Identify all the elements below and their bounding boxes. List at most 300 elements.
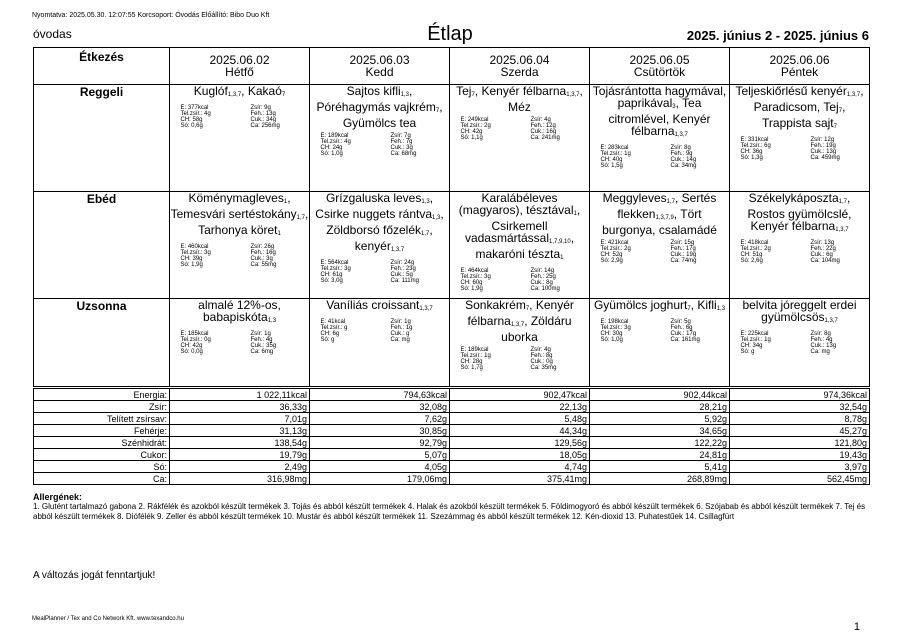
nutrition-value: Tel.zsír.: 2g — [460, 123, 491, 129]
menu-cell — [170, 192, 310, 299]
dish-name: , Kenyér félbarna — [474, 84, 567, 98]
nutrition-value: Cuk.: 14g — [670, 157, 697, 163]
dish-name: Gyümölcs joghurt — [593, 298, 688, 312]
nutrition-value: Só: g — [740, 349, 755, 355]
dish-name: , Tarhonya köret — [198, 207, 309, 237]
dish-name: , Kifli — [690, 298, 717, 312]
allergen-codes: 7 — [281, 92, 286, 98]
nutrition-value: Só: 0,0g — [180, 349, 203, 355]
day-header — [170, 48, 310, 85]
nutrition-value: Feh.: 12g — [530, 123, 556, 129]
summary-value: 5,48g — [450, 413, 590, 425]
summary-label: Ca: — [34, 473, 170, 485]
dish-text — [310, 299, 449, 315]
summary-value: 7,62g — [310, 413, 450, 425]
allergen-codes: 1,3,7 — [846, 92, 861, 98]
nutrition-value: Zsír: 24g — [390, 260, 415, 266]
nutrition-value: Só: 1,3g — [740, 155, 763, 161]
day-name: Szerda — [500, 65, 539, 79]
summary-value: 19,43g — [730, 449, 870, 461]
nutrition-value: Cuk.: 16g — [530, 129, 557, 135]
nutrition-value: Cuk.: 13g — [810, 343, 837, 349]
nutrition-info — [310, 260, 449, 284]
nutrition-value: Cuk.: 3g — [390, 145, 413, 151]
nutrition-value: Tel.zsír.: 1g — [600, 151, 631, 157]
day-date: 2025.06.02 — [209, 53, 270, 67]
nutrition-value: Feh.: 8g — [530, 353, 553, 359]
nutrition-value: E: 464kcal — [460, 268, 489, 274]
nutrition-value: Feh.: 6g — [670, 325, 693, 331]
nutrition-value: Zsír: 12g — [810, 137, 835, 143]
summary-value: 18,05g — [450, 449, 590, 461]
nutrition-info — [170, 244, 309, 268]
allergen-codes: 1,3,7 — [390, 247, 405, 253]
dish-name: , Méz — [508, 84, 583, 114]
nutrition-value: E: 249kcal — [460, 117, 489, 123]
allergen-codes: 1 — [573, 211, 577, 217]
summary-row — [34, 437, 870, 449]
nutrition-value: Só: 1,0g — [600, 337, 623, 343]
nutrition-value: E: 283kcal — [600, 145, 629, 151]
allergen-codes: 7 — [471, 92, 475, 98]
nutrition-value: Só: 0,6g — [180, 123, 203, 129]
nutrition-info — [310, 319, 449, 343]
nutrition-value: CH: 28g — [460, 359, 483, 365]
meal-row — [34, 192, 870, 299]
nutrition-value: Tel.zsír.: 4g — [320, 139, 351, 145]
dish-name: , kenyér — [354, 223, 433, 253]
menu-cell — [450, 299, 590, 387]
dish-name: Tojásrántotta hagymával, paprikával — [592, 84, 727, 110]
nutrition-value: Ca: 68mg — [390, 151, 417, 157]
day-header — [450, 48, 590, 85]
menu-table — [33, 47, 870, 387]
summary-value: 1 022,11kcal — [170, 389, 310, 401]
dish-name: , makaróni tészta — [475, 231, 575, 261]
nutrition-value: Tel.zsír.: g — [320, 325, 348, 331]
nutrition-value: CH: 42g — [180, 343, 203, 349]
summary-row — [34, 389, 870, 401]
nutrition-value: Tel.zsír.: 2g — [740, 246, 771, 252]
nutrition-value: E: 185kcal — [180, 331, 209, 337]
summary-value: 268,89mg — [590, 473, 730, 485]
menu-cell — [450, 192, 590, 299]
summary-value: 92,79g — [310, 437, 450, 449]
nutrition-value: Feh.: 1g — [390, 325, 413, 331]
meal-row — [34, 299, 870, 387]
day-header — [590, 48, 730, 85]
nutrition-value: Cuk.: 34g — [250, 117, 277, 123]
nutrition-value: Cuk.: 8g — [530, 280, 553, 286]
nutrition-value: Tel.zsír.: 1g — [740, 337, 771, 343]
day-header — [310, 48, 450, 85]
dish-name: Sajtos kifli — [346, 84, 401, 98]
nutrition-value: CH: 58g — [180, 117, 203, 123]
nutrition-value: Tel.zsír.: 3g — [320, 266, 351, 272]
nutrition-value: Cuk.: g — [390, 331, 410, 337]
nutrition-value: Ca: 100mg — [530, 286, 560, 292]
allergen-codes: 1,7 — [838, 199, 848, 205]
summary-value: 8,78g — [730, 413, 870, 425]
allergen-list: 1. Glutént tartalmazó gabona 2. Rákfélék és azokból készült termékek 3. Tojás és abból készült termékek 4. Halak és azokból készült termékek 5. Földimogyoró és abból készült termékek 6. Szójabab és abból készült termékek 7. Tej és abból készült termékek 8. Diófélék 9. Zeller és abból készült termékek 10. Mustár és abból készült termékek 11. Szezámmag és abból készült termékek 12. Kén-dioxid 13. Puhatestűek 14. Csillagfürt — [33, 502, 866, 521]
nutrition-value: E: 460kcal — [180, 244, 209, 250]
dish-name: , Kakaó — [241, 84, 282, 98]
menu-cell — [310, 299, 450, 387]
nutrition-value: Feh.: 17g — [670, 246, 696, 252]
dish-name: , Rostos gyümölcslé, Kenyér félbarna — [747, 191, 852, 233]
nutrition-value: Feh.: 7g — [390, 139, 413, 145]
allergen-codes: 1,3 — [400, 92, 410, 98]
nutrition-value: Zsír: 4g — [530, 347, 551, 353]
allergen-codes: 1,3,7 — [419, 306, 433, 312]
nutrition-info — [450, 268, 589, 292]
nutrition-value: Feh.: 16g — [250, 250, 276, 256]
summary-value: 19,79g — [170, 449, 310, 461]
day-name: Kedd — [365, 65, 394, 79]
nutrition-value: CH: 60g — [460, 280, 483, 286]
dish-name: Sonkakrém — [465, 298, 526, 312]
dish-name: , Sertés flekken — [617, 191, 717, 221]
allergen-codes: 7 — [687, 306, 691, 312]
nutrition-value: Zsír: 4g — [530, 117, 551, 123]
dish-name: , Csirkemell vadasmártással — [464, 203, 581, 245]
summary-value: 179,06mg — [310, 473, 450, 485]
summary-value: 30,85g — [310, 425, 450, 437]
nutrition-value: E: 225kcal — [740, 331, 769, 337]
summary-value: 5,92g — [590, 413, 730, 425]
nutrition-value: CH: 39g — [180, 256, 203, 262]
nutrition-value: Só: 3,0g — [320, 278, 343, 284]
allergen-codes: 1,3 — [432, 215, 441, 221]
dish-text — [310, 85, 449, 129]
summary-value: 44,34g — [450, 425, 590, 437]
nutrition-value: CH: 52g — [600, 252, 623, 258]
summary-row — [34, 413, 870, 425]
nutrition-value: CH: 36g — [740, 149, 763, 155]
summary-value: 794,63kcal — [310, 389, 450, 401]
allergen-codes: 1,3 — [267, 318, 277, 324]
nutrition-value: Cuk.: 5g — [390, 272, 413, 278]
summary-value: 5,07g — [310, 449, 450, 461]
summary-value: 22,13g — [450, 401, 590, 413]
dish-name: , Temesvári sertéstokány — [170, 191, 297, 221]
dish-name: , Paradicsom, Tej — [753, 84, 864, 114]
nutrition-value: Só: 1,9g — [460, 286, 483, 292]
menu-cell — [310, 192, 450, 299]
summary-value: 129,56g — [450, 437, 590, 449]
dish-name: , Kenyér félbarna — [467, 298, 574, 328]
allergen-codes: 1,3 — [421, 199, 430, 205]
nutrition-info — [730, 137, 869, 161]
nutrition-value: Só: 1,7g — [460, 365, 483, 371]
dish-name: Székelykáposzta — [748, 191, 839, 205]
summary-row — [34, 473, 870, 485]
nutrition-value: Zsír: 8g — [810, 331, 831, 337]
nutrition-value: Zsír: 5g — [670, 319, 691, 325]
nutrition-value: CH: 42g — [460, 129, 483, 135]
nutrition-value: Tel.zsír.: 4g — [180, 111, 211, 117]
nutrition-value: Cuk.: 17g — [670, 331, 697, 337]
nutrition-value: Ca: 256mg — [250, 123, 280, 129]
meal-column-header: Étkezés — [34, 48, 170, 85]
page-title: Étlap — [427, 23, 473, 45]
nutrition-value: Só: 2,9g — [600, 258, 623, 264]
summary-value: 5,41g — [590, 461, 730, 473]
day-name: Hétfő — [225, 65, 254, 79]
dish-name: belvita jóreggelt erdei gyümölcsös — [742, 298, 857, 324]
nutrition-value: Feh.: 19g — [810, 143, 836, 149]
summary-value: 122,22g — [590, 437, 730, 449]
meal-name: Ebéd — [34, 192, 170, 299]
nutrition-value: CH: 40g — [600, 157, 623, 163]
dish-name: , Póréhagymás vajkrém — [316, 84, 436, 114]
summary-value: 562,45mg — [730, 473, 870, 485]
summary-row — [34, 449, 870, 461]
nutrition-value: E: 377kcal — [180, 105, 209, 111]
menu-cell — [730, 192, 870, 299]
nutrition-value: E: 331kcal — [740, 137, 769, 143]
day-header — [730, 48, 870, 85]
page-number: 1 — [853, 621, 860, 633]
nutrition-value: Cuk.: 13g — [810, 149, 837, 155]
nutrition-value: Zsír: 8g — [670, 145, 691, 151]
nutrition-value: Ca: 241mg — [530, 135, 560, 141]
nutrition-info — [170, 331, 309, 355]
menu-cell — [730, 85, 870, 192]
nutrition-value: Zsír: 13g — [810, 240, 835, 246]
dish-text — [170, 85, 309, 101]
nutrition-value: Cuk.: 3g — [250, 256, 273, 262]
summary-value: 974,36kcal — [730, 389, 870, 401]
nutrition-info — [450, 347, 589, 371]
allergen-codes: 7 — [435, 108, 440, 114]
nutrition-value: Ca: 459mg — [810, 155, 840, 161]
allergen-codes: 1,7,9,10 — [549, 239, 571, 245]
nutrition-value: CH: 24g — [320, 145, 343, 151]
allergen-codes: 1,3 — [716, 306, 726, 312]
nutrition-value: Tel.zsír.: 2g — [600, 246, 631, 252]
allergen-codes: 1,3,7 — [674, 132, 688, 138]
dish-text — [450, 85, 589, 113]
dish-name: Grízgaluska leves — [325, 191, 422, 205]
nutrition-value: Só: 1,9g — [180, 262, 203, 268]
summary-value: 2,49g — [170, 461, 310, 473]
dish-text — [170, 192, 309, 240]
nutrition-info — [590, 319, 729, 343]
summary-value: 45,27g — [730, 425, 870, 437]
allergen-codes: 1,3,7 — [510, 322, 525, 328]
dish-text — [730, 192, 869, 236]
nutrition-value: Ca: 35mg — [530, 365, 557, 371]
nutrition-value: E: 41kcal — [320, 319, 346, 325]
nutrition-value: Cuk.: 35g — [250, 343, 277, 349]
allergen-codes: 1,7 — [296, 215, 306, 221]
nutrition-value: CH: 34g — [740, 343, 763, 349]
nutrition-value: Feh.: 13g — [250, 111, 276, 117]
nutrition-value: E: 198kcal — [600, 319, 629, 325]
nutrition-value: E: 189kcal — [320, 133, 349, 139]
dish-text — [450, 299, 589, 343]
nutrition-value: Zsír: 14g — [530, 268, 555, 274]
dish-name: , Gyümölcs tea — [342, 100, 443, 130]
nutrition-value: Feh.: 9g — [670, 151, 693, 157]
menu-cell — [730, 299, 870, 387]
nutrition-value: CH: 30g — [600, 331, 623, 337]
nutrition-value: Só: 1,1g — [460, 135, 483, 141]
age-group-label: óvodas — [33, 27, 72, 41]
dish-name: Kuglóf — [193, 84, 228, 98]
nutrition-value: Ca: 6mg — [250, 349, 274, 355]
nutrition-value: Cuk.: 0g — [530, 359, 553, 365]
summary-value: 7,01g — [170, 413, 310, 425]
allergen-codes: 1,3,7,9 — [655, 215, 674, 221]
menu-cell — [590, 299, 730, 387]
dish-name: Meggyleves — [602, 191, 667, 205]
allergen-codes: 1,3,7 — [566, 92, 580, 98]
dish-text — [590, 85, 729, 141]
dish-name: Teljeskiőrlésű kenyér — [735, 84, 847, 98]
nutrition-value: CH: 61g — [320, 272, 343, 278]
nutrition-info — [730, 331, 869, 355]
summary-label: Zsír: — [34, 401, 170, 413]
meal-name: Reggeli — [34, 85, 170, 192]
summary-value: 375,41mg — [450, 473, 590, 485]
nutrition-info — [310, 133, 449, 157]
nutrition-value: Zsír: 1g — [390, 319, 411, 325]
dish-text — [730, 85, 869, 133]
nutrition-value: Ca: 104mg — [810, 258, 840, 264]
summary-value: 902,44kcal — [590, 389, 730, 401]
nutrition-value: Cuk.: 6g — [810, 252, 833, 258]
nutrition-value: Tel.zsír.: 3g — [600, 325, 631, 331]
nutrition-value: Feh.: 23g — [390, 266, 416, 272]
footer-credit: MealPlanner / Tex and Co Network Kft. www.texandco.hu — [32, 616, 184, 622]
allergen-codes: 1 — [560, 255, 564, 261]
summary-label: Só: — [34, 461, 170, 473]
nutrition-value: Só: 1,5g — [600, 163, 623, 169]
day-header-row — [34, 48, 870, 85]
allergen-codes: 1,3,7 — [824, 318, 838, 324]
nutrition-value: Ca: 111mg — [390, 278, 419, 284]
nutrition-value: Zsír: 9g — [250, 105, 271, 111]
nutrition-info — [730, 240, 869, 264]
nutrition-value: Só: 2,6g — [740, 258, 763, 264]
nutrition-value: Zsír: 15g — [670, 240, 695, 246]
summary-value: 4,05g — [310, 461, 450, 473]
nutrition-value: Feh.: 4g — [250, 337, 273, 343]
nutrition-value: Tel.zsír.: 3g — [460, 274, 491, 280]
summary-value: 36,33g — [170, 401, 310, 413]
menu-cell — [450, 85, 590, 192]
dish-name: , Zöldborsó főzelék — [326, 207, 444, 237]
nutrition-value: Zsír: 26g — [250, 244, 275, 250]
summary-label: Telített zsírsav: — [34, 413, 170, 425]
nutrition-info — [590, 145, 729, 169]
summary-value: 902,47kcal — [450, 389, 590, 401]
summary-row — [34, 401, 870, 413]
nutrition-value: Ca: mg — [390, 337, 410, 343]
print-info: Nyomtatva: 2025.05.30. 12:07:55 Korcsoport: Óvodás Előállító: Bibo Duo Kft — [32, 12, 270, 19]
day-name: Csütörtök — [633, 65, 686, 79]
allergen-codes: 7 — [833, 124, 837, 130]
summary-value: 4,74g — [450, 461, 590, 473]
nutrition-value: Tel.zsír.: 6g — [740, 143, 771, 149]
summary-value: 316,98mg — [170, 473, 310, 485]
nutrition-value: E: 189kcal — [460, 347, 489, 353]
allergen-codes: 1,3,7 — [227, 92, 242, 98]
nutrition-value: E: 421kcal — [600, 240, 629, 246]
disclaimer: A változás jogát fenntartjuk! — [33, 570, 156, 581]
summary-label: Szénhidrát: — [34, 437, 170, 449]
summary-label: Cukor: — [34, 449, 170, 461]
nutrition-info — [590, 240, 729, 264]
summary-value: 121,80g — [730, 437, 870, 449]
summary-row — [34, 425, 870, 437]
summary-value: 3,97g — [730, 461, 870, 473]
summary-value: 28,21g — [590, 401, 730, 413]
allergen-title: Allergének: — [33, 492, 83, 502]
summary-value: 24,81g — [590, 449, 730, 461]
nutrition-value: Ca: mg — [810, 349, 830, 355]
dish-text — [170, 299, 309, 327]
summary-value: 34,65g — [590, 425, 730, 437]
dish-text — [730, 299, 869, 327]
summary-row — [34, 461, 870, 473]
allergen-codes: 7 — [525, 306, 530, 312]
dish-name: , Tört burgonya, csalamádé — [602, 207, 717, 237]
menu-cell — [590, 192, 730, 299]
dish-name: Köménymagleves — [188, 191, 284, 205]
allergen-codes: 7 — [838, 108, 843, 114]
nutrition-value: Feh.: 25g — [530, 274, 556, 280]
dish-text — [590, 192, 729, 236]
nutrition-value: Tel.zsír.: 0g — [180, 337, 211, 343]
dish-name: , Trappista sajt — [762, 100, 846, 130]
nutrition-value: Zsír: 7g — [390, 133, 411, 139]
dish-name: Karalábéleves (magyaros), tésztával — [458, 191, 574, 217]
nutrition-info — [170, 105, 309, 129]
summary-label: Energia: — [34, 389, 170, 401]
summary-label: Fehérje: — [34, 425, 170, 437]
summary-value: 138,54g — [170, 437, 310, 449]
allergen-codes: 1 — [277, 231, 281, 237]
nutrition-value: Ca: 74mg — [670, 258, 697, 264]
nutrition-value: CH: 51g — [740, 252, 763, 258]
nutrition-value: E: 564kcal — [320, 260, 349, 266]
dish-name: Vaníliás croissant — [326, 298, 420, 312]
nutrition-value: Só: g — [320, 337, 335, 343]
day-date: 2025.06.06 — [769, 53, 830, 67]
menu-cell — [170, 299, 310, 387]
nutrition-info — [450, 117, 589, 141]
nutrition-summary-table — [33, 388, 870, 485]
day-name: Péntek — [780, 65, 819, 79]
day-date: 2025.06.04 — [489, 53, 550, 67]
nutrition-value: E: 418kcal — [740, 240, 769, 246]
dish-name: , Csirke nuggets rántva — [315, 191, 434, 221]
nutrition-value: Tel.zsír.: 3g — [180, 250, 211, 256]
date-range: 2025. június 2 - 2025. június 6 — [686, 28, 869, 43]
summary-value: 31,13g — [170, 425, 310, 437]
summary-value: 32,08g — [310, 401, 450, 413]
nutrition-value: Ca: 55mg — [250, 262, 277, 268]
dish-name: , Zöldáru uborka — [501, 314, 572, 344]
nutrition-value: Feh.: 4g — [810, 337, 833, 343]
day-date: 2025.06.03 — [349, 53, 410, 67]
dish-text — [590, 299, 729, 315]
nutrition-value: Tel.zsír.: 1g — [460, 353, 491, 359]
day-date: 2025.06.05 — [629, 53, 690, 67]
